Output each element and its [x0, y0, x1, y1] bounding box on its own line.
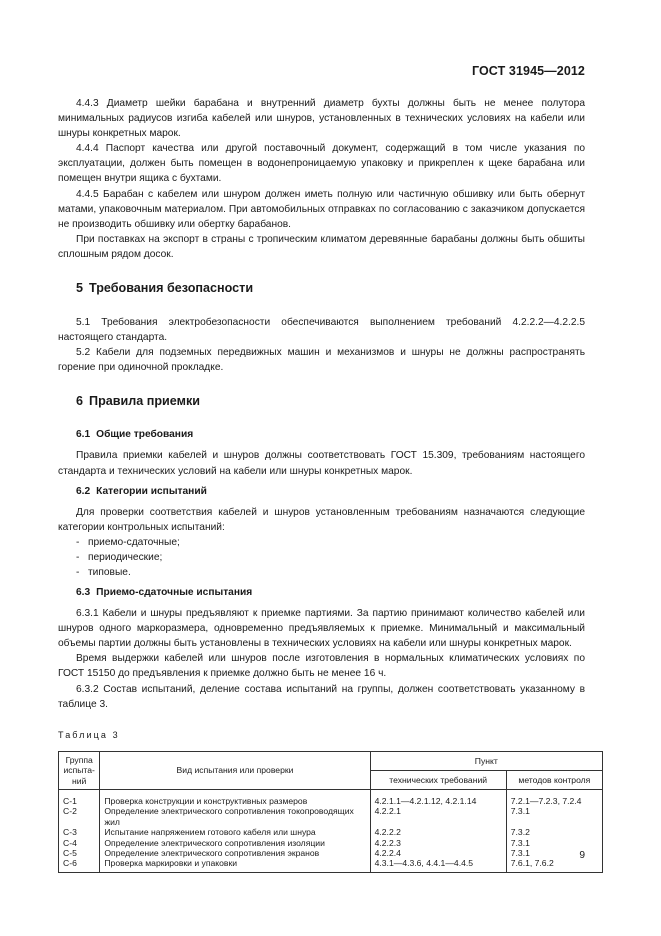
table-row — [59, 848, 603, 858]
table-row — [59, 858, 603, 872]
cell-tech: 4.2.2.1 — [370, 806, 506, 827]
paragraph-6-3-1: 6.3.1 Кабели и шнуры предъявляют к приемке партиями. За партию принимают количество кабелей или шнуров одного маркоразмера, одновременно предъявляемых к приемке. Минимальный и максимальный объемы партии должны быть установлены в технических условиях на кабели или шнуры конкретных марок. — [58, 608, 585, 650]
cell-methods: 7.3.1 — [506, 848, 602, 858]
section-6-number: 6 — [76, 394, 84, 409]
cell-methods: 7.3.2 — [506, 827, 602, 837]
cell-methods: 7.6.1, 7.6.2 — [506, 858, 602, 872]
table-row — [59, 838, 603, 848]
header-tech-requirements: технических требований — [370, 770, 506, 789]
paragraph-4-4-3: 4.4.3 Диаметр шейки барабана и внутренний диаметр бухты должны быть не менее полутора минимальных радиусов изгиба кабелей или шнуров, установленных в технических условиях на кабели или шнуры конкретных марок. — [58, 98, 585, 140]
section-5-title: Требования безопасности — [89, 281, 254, 296]
subsection-6-2-number: 6.2 — [76, 485, 91, 497]
table-3-caption: Таблица 3 — [58, 729, 120, 740]
cell-group: С-2 — [59, 806, 100, 827]
paragraph-export: При поставках на экспорт в страны с тропическим климатом деревянные барабаны должны быть обшиты сплошным рядом досок. — [58, 233, 585, 260]
cell-test-name: Проверка маркировки и упаковки — [100, 858, 370, 872]
subsection-6-3-heading — [76, 586, 585, 600]
subsection-6-2-heading — [76, 485, 585, 499]
list-item: - периодические; — [76, 550, 585, 565]
cell-group: С-5 — [59, 848, 100, 858]
section-6-title: Правила приемки — [89, 394, 200, 409]
table-row — [59, 806, 603, 827]
cell-test-name: Определение электрического сопротивления изоляции — [100, 838, 370, 848]
subsection-6-1-number: 6.1 — [76, 429, 91, 441]
cell-test-name: Определение электрического сопротивления токопроводящих жил — [100, 806, 370, 827]
paragraph-5-2: 5.2 Кабели для подземных передвижных машин и механизмов и шнуры не должны распространять горение при одиночной прокладке. — [58, 347, 585, 374]
table-row — [59, 790, 603, 807]
cell-tech: 4.2.2.3 — [370, 838, 506, 848]
cell-methods: 7.3.1 — [506, 806, 602, 827]
paragraph-5-1: 5.1 Требования электробезопасности обеспечиваются выполнением требований 4.2.2.2—4.2.2.5 настоящего стандарта. — [58, 317, 585, 344]
subsection-6-1-heading — [76, 428, 585, 442]
cell-tech: 4.3.1—4.3.6, 4.4.1—4.4.5 — [370, 858, 506, 872]
document-header-standard: ГОСТ 31945—2012 — [471, 64, 585, 78]
header-clause: Пункт — [370, 751, 602, 770]
header-group: Группа испыта-ний — [59, 751, 100, 789]
subsection-6-3-number: 6.3 — [76, 587, 91, 599]
cell-group: С-3 — [59, 827, 100, 837]
subsection-6-2-title: Категории испытаний — [96, 485, 207, 497]
paragraph-holding-time: Время выдержки кабелей или шнуров после изготовления в нормальных климатических условиях по ГОСТ 15150 до предъявления к приемке должно быть не менее 16 ч. — [58, 653, 585, 680]
cell-test-name: Проверка конструкции и конструктивных размеров — [100, 790, 370, 807]
cell-tech: 4.2.2.2 — [370, 827, 506, 837]
paragraph-6-2: Для проверки соответствия кабелей и шнуров установленным требованиям назначаются следующие категории контрольных испытаний: — [58, 506, 585, 533]
section-5-number: 5 — [76, 281, 84, 296]
header-control-methods: методов контроля — [506, 770, 602, 789]
paragraph-6-3-2: 6.3.2 Состав испытаний, деление состава испытаний на группы, должен соответствовать указанному в таблице 3. — [58, 683, 585, 710]
table-3 — [58, 751, 603, 873]
subsection-6-1-title: Общие требования — [96, 429, 194, 441]
page-number: 9 — [579, 850, 585, 861]
cell-group: С-1 — [59, 790, 100, 807]
section-5-heading — [76, 281, 585, 296]
cell-test-name: Испытание напряжением готового кабеля или шнура — [100, 827, 370, 837]
list-item: - приемо-сдаточные; — [76, 535, 585, 550]
cell-methods: 7.3.1 — [506, 838, 602, 848]
cell-group: С-4 — [59, 838, 100, 848]
cell-methods: 7.2.1—7.2.3, 7.2.4 — [506, 790, 602, 807]
cell-group: С-6 — [59, 858, 100, 872]
cell-tech: 4.2.1.1—4.2.1.12, 4.2.1.14 — [370, 790, 506, 807]
test-categories-list — [58, 535, 585, 580]
page-content — [58, 96, 591, 873]
cell-test-name: Определение электрического сопротивления экранов — [100, 848, 370, 858]
table-row — [59, 827, 603, 837]
cell-tech: 4.2.2.4 — [370, 848, 506, 858]
paragraph-6-1: Правила приемки кабелей и шнуров должны соответствовать ГОСТ 15.309, требованиям настоящего стандарта и технических условий на кабели или шнуры конкретных марок. — [58, 450, 585, 477]
table-header-row — [59, 751, 603, 770]
header-test-name: Вид испытания или проверки — [100, 751, 370, 789]
paragraph-4-4-5: 4.4.5 Барабан с кабелем или шнуром должен иметь полную или частичную обшивку или быть обернут матами, упаковочным материалом. При автомобильных отправках по согласованию с заказчиком допускается не производить обшивку или обертку барабанов. — [58, 188, 585, 230]
subsection-6-3-title: Приемо-сдаточные испытания — [96, 587, 253, 599]
section-6-heading — [76, 394, 585, 409]
paragraph-4-4-4: 4.4.4 Паспорт качества или другой поставочный документ, содержащий в том числе указания по эксплуатации, должен быть помещен в водонепроницаемую упаковку и прикреплен к щеке барабана или помещен внутри ящика с бухтами. — [58, 143, 585, 185]
list-item: - типовые. — [76, 565, 585, 580]
